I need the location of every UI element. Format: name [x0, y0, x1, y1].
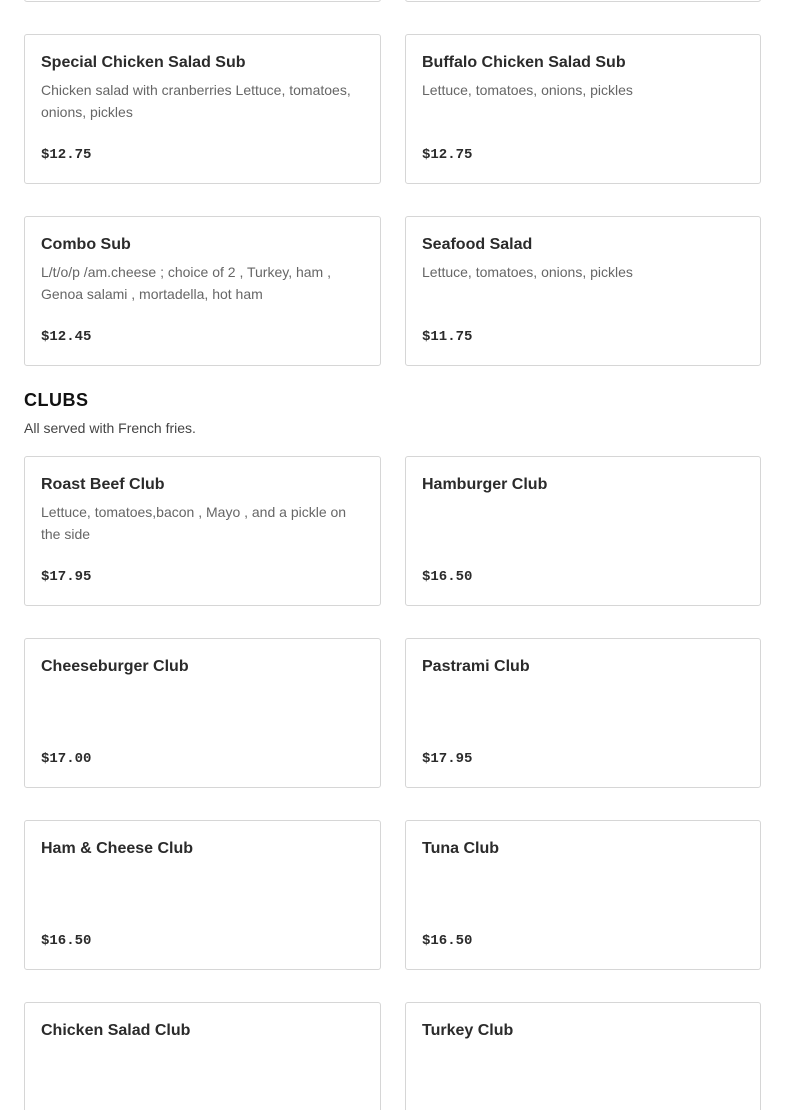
item-price: $12.45: [41, 329, 92, 345]
item-name: Ham & Cheese Club: [41, 840, 194, 857]
item-price: $17.95: [41, 569, 92, 585]
item-name: Combo Sub: [41, 236, 131, 253]
item-name: Special Chicken Salad Sub: [41, 54, 246, 71]
item-price: $12.75: [422, 147, 473, 163]
item-price: $16.50: [41, 933, 92, 949]
item-name: Seafood Salad: [422, 236, 533, 253]
item-description: Lettuce, tomatoes,bacon , Mayo , and a pickle on the side: [41, 504, 347, 542]
item-name: Roast Beef Club: [41, 476, 165, 493]
item-description: Lettuce, tomatoes, onions, pickles: [422, 264, 633, 280]
menu-item-card[interactable]: [405, 820, 761, 970]
item-name: Hamburger Club: [422, 476, 548, 493]
menu-item-card[interactable]: [405, 1002, 761, 1110]
menu-item-card[interactable]: [405, 216, 761, 366]
item-name: Turkey Club: [422, 1022, 514, 1039]
item-price: $16.50: [422, 569, 473, 585]
item-price: $17.95: [422, 751, 473, 767]
menu-item-card[interactable]: [24, 820, 381, 970]
item-name: Buffalo Chicken Salad Sub: [422, 54, 626, 71]
menu-item-card[interactable]: [24, 216, 381, 366]
section-title-clubs: CLUBS: [24, 390, 89, 410]
clubs-items-grid: [24, 456, 761, 1110]
item-name: Pastrami Club: [422, 658, 530, 675]
item-name: Tuna Club: [422, 840, 500, 857]
menu-item-card[interactable]: [405, 456, 761, 606]
item-description: L/t/o/p /am.cheese ; choice of 2 , Turkey, ham , Genoa salami , mortadella, hot ham: [41, 264, 331, 302]
section-subtitle-clubs: All served with French fries.: [24, 420, 196, 436]
item-price: $17.00: [41, 751, 92, 767]
menu-item-card[interactable]: [405, 34, 761, 184]
menu-item-card[interactable]: [24, 34, 381, 184]
menu-item-card[interactable]: [24, 456, 381, 606]
item-name: Chicken Salad Club: [41, 1022, 191, 1039]
menu-item-card-partial[interactable]: [405, 0, 761, 2]
item-name: Cheeseburger Club: [41, 658, 189, 675]
item-price: $11.75: [422, 329, 473, 345]
subs-items-grid: [24, 34, 761, 366]
item-price: $16.50: [422, 933, 473, 949]
menu-item-card[interactable]: [24, 638, 381, 788]
item-description: Chicken salad with cranberries Lettuce, tomatoes, onions, pickles: [41, 82, 351, 120]
item-description: Lettuce, tomatoes, onions, pickles: [422, 82, 633, 98]
menu-item-card-partial[interactable]: [24, 0, 381, 2]
menu-item-card[interactable]: [405, 638, 761, 788]
item-price: $12.75: [41, 147, 92, 163]
menu-item-card[interactable]: [24, 1002, 381, 1110]
